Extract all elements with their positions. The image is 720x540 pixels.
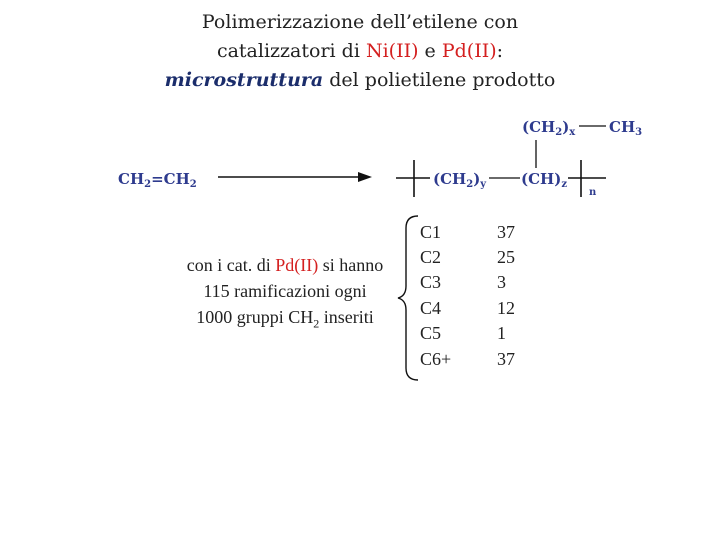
branch-label: C6+: [420, 349, 452, 369]
chain-y-close: ): [473, 170, 481, 188]
title-line-2-and: e: [418, 40, 442, 62]
monomer-a-sub: 2: [144, 179, 152, 190]
branch-value: 3: [497, 272, 506, 292]
title-line-2-suffix: :: [496, 40, 504, 62]
branch-unit-x: [522, 118, 575, 138]
branch-x-index: x: [569, 127, 576, 138]
branch-label: C2: [420, 247, 442, 267]
branch-value: 25: [497, 247, 515, 267]
description: [160, 252, 410, 337]
branch-label: C3: [420, 272, 442, 292]
branch-x-close: ): [562, 118, 570, 136]
title-line-2-prefix: catalizzatori di: [216, 40, 366, 62]
branch-end-ch: CH: [609, 118, 636, 136]
description-line-1-prefix: con i cat. di: [186, 255, 276, 275]
branch-value: 37: [497, 349, 515, 369]
description-line-3-prefix: 1000 gruppi CH: [196, 307, 314, 327]
branch-end-sub: 3: [635, 127, 643, 138]
chain-y-index: y: [480, 179, 487, 190]
title-emphasis: microstruttura: [164, 69, 324, 91]
branch-label: C4: [420, 298, 442, 318]
monomer-b: =CH: [151, 170, 190, 188]
description-line-3-suffix: inseriti: [319, 307, 374, 327]
ni-catalyst: Ni(II): [365, 40, 419, 62]
description-line-3-sub: 2: [313, 316, 320, 331]
description-line-2: 115 ramificazioni ogni: [203, 281, 367, 301]
chain-z: (CH): [521, 170, 562, 188]
branch-label: C1: [420, 222, 442, 242]
chain-z-index: z: [561, 179, 567, 190]
branch-value: 12: [497, 298, 515, 318]
chain-y-sub: 2: [466, 179, 474, 190]
branch-x-sub: 2: [555, 127, 563, 138]
reaction-arrow-head: [358, 172, 372, 182]
chain-y-open: (CH: [433, 170, 467, 188]
monomer-b-sub: 2: [189, 179, 197, 190]
monomer-a: CH: [118, 170, 145, 188]
repeat-index: n: [589, 187, 597, 198]
branch-value: 37: [497, 222, 515, 242]
chain-unit-z: [521, 170, 567, 190]
branch-end: [609, 118, 642, 138]
chain-unit-y: [433, 170, 486, 190]
branch-x-open: (CH: [522, 118, 556, 136]
pd-catalyst: Pd(II): [441, 40, 497, 62]
description-line-1-suffix: si hanno: [318, 255, 384, 275]
branch-distribution-table: [420, 220, 560, 380]
description-line-1: [160, 252, 410, 278]
description-line-3: [160, 304, 410, 337]
title-line-3-rest: del polietilene prodotto: [323, 69, 556, 91]
branch-label: C5: [420, 323, 442, 343]
branch-value: 1: [497, 323, 506, 343]
description-pd: Pd(II): [275, 255, 319, 275]
title-line-1: Polimerizzazione dell’etilene con: [201, 11, 519, 33]
